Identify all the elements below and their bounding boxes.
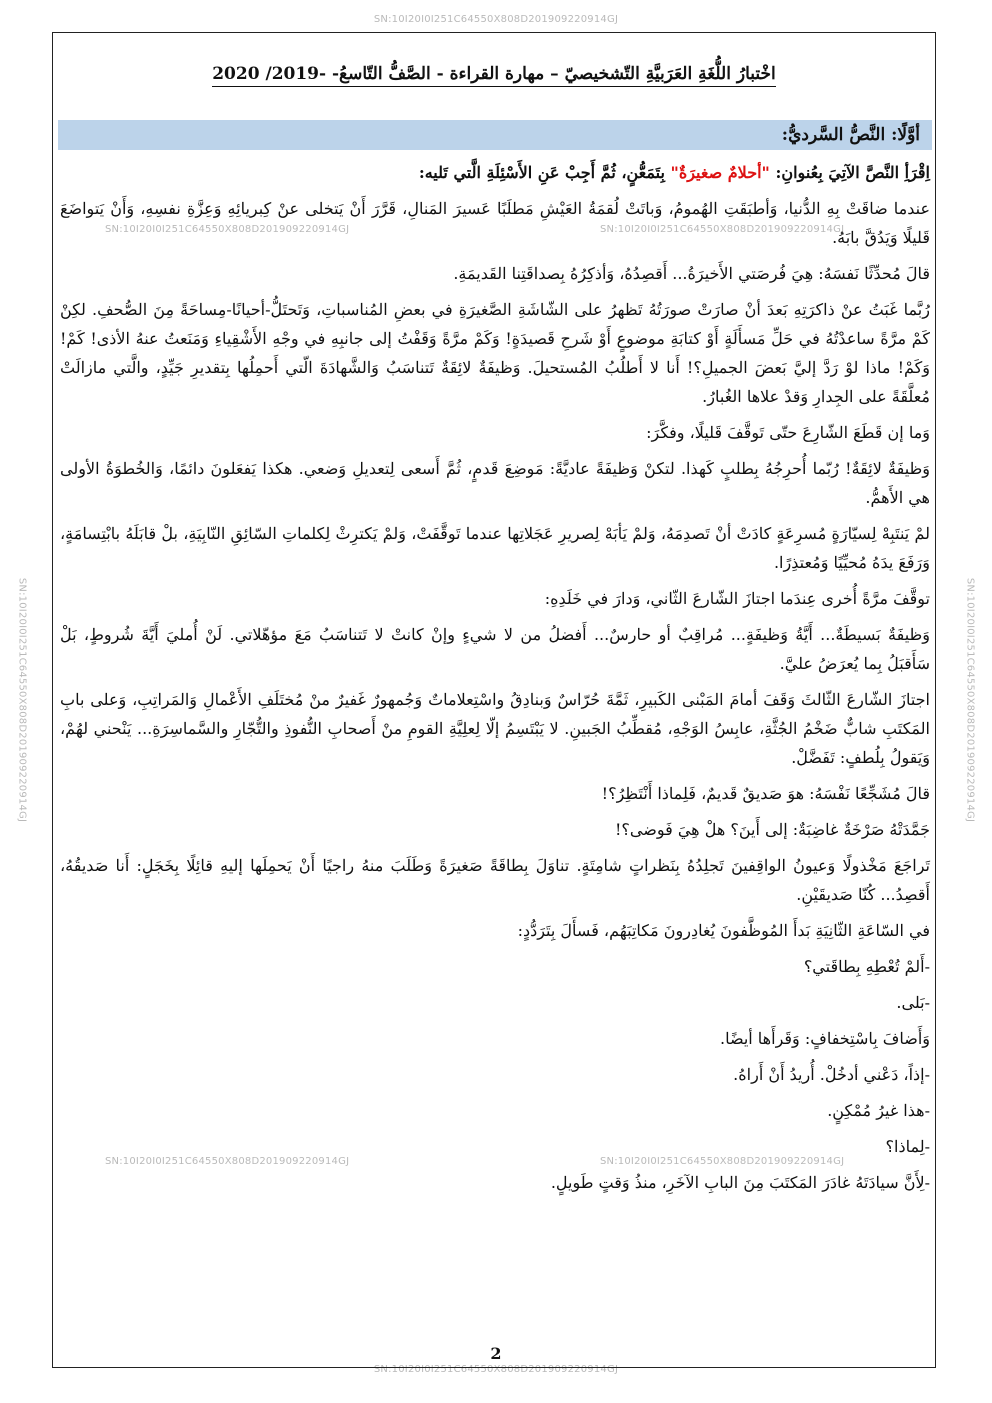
paragraph: في السّاعَةِ الثّانِيَةِ بَدأَ المُوظَّفونَ يُغادِرونَ مَكاتِبَهُم، فَسأَلَ بِتَرَدُّدٍ: [517, 921, 930, 940]
instruction-text: اِقْرَأِ النَّصَّ الآتِيَ بِعُنوانِ: [769, 163, 930, 182]
paragraph: لمْ يَنتَبِهْ لِسيّارَةٍ مُسرِعَةٍ كادَتْ أنْ تَصدِمَهُ، وَلمْ يَأبَهْ لِصريرِ عَجَلاتِها عندما تَوقَّفَتْ، وَلمْ يَكترِثْ لِكلماتِ السّائِقِ النّابِيَةِ، بلْ قابَلَهُ بابْتِسامَةٍ، وَرَفَعَ يدَهُ مُحيِّيًا وَمُعتذِرًا. [60, 524, 930, 572]
paragraph: توقَّفَ مرَّةً أُخرى عِندَما اجتازَ الشّارعَ الثّاني، وَدارَ في خَلَدِهِ: [544, 589, 930, 608]
watermark-inline: SN:10I20I0I251C64550X808D201909220914GJ [105, 224, 350, 235]
watermark-bottom: SN:10I20I0I251C64550X808D201909220914GJ [373, 1364, 619, 1375]
reading-passage [60, 158, 930, 1204]
paragraph: اجتازَ الشّارعَ الثّالثَ وَقَفَ أمامَ المَبْنى الكَبيرِ، ثَمَّةَ حُرّاسٌ وَبنادِقُ واسْتِعلاماتٌ وَجُمهورٌ غَفيرٌ منْ مُختَلَفِ الأَعْمالِ وَالمَراتِبِ، وَعلى بابِ المَكتَبِ شابٌّ ضَخْمُ الجُثَّةِ، عابِسُ الوَجْهِ، مُقطِّبُ الجَبينِ. لا يَبْتَسِمُ إلّا لِعلِيَّةِ القومِ منْ أَصحابِ النُّفوذِ والتُّجّارِ والسَّماسِرَةِ... يَنْحني لهُمْ، وَيَقولُ بِلُطفٍ: تَفَضَّلْ. [60, 690, 930, 767]
watermark-inline: SN:10I20I0I251C64550X808D201909220914GJ [600, 224, 845, 235]
page-number: 2 [490, 1344, 502, 1363]
dialogue-line: -أَلمْ تُعْطِهِ بِطاقَتي؟ [803, 957, 930, 976]
dialogue-line: -بَلى. [896, 993, 930, 1012]
dialogue-line: -إذاً، دَعْني أدخُلْ. أُريدُ أَنْ أَراهُ. [733, 1065, 930, 1084]
dialogue-line: -لِأَنَّ سيادَتَهُ غادَرَ المَكتَبَ مِنَ البابِ الآخَرِ، منذُ وَقتٍ طَويلٍ. [550, 1173, 930, 1192]
exam-title-text: اخْتبارُ اللُّغَةِ العَرَبيَّةِ التّشخيصيّ – مهارة القراءة - الصَّفُّ التّاسعُ- -2019/ 2020 [212, 64, 776, 87]
paragraph: رُبَّما غَبَتُ عنْ ذاكرَتِهِ بَعدَ أنْ صارَتْ صورَتُهُ تَظهرُ على الشّاشَةِ الصَّغيرَةِ في بعضِ المُناسباتِ، وَتَحتَلُّ-أحيانًا-مِساحَةً مِنَ الصُّحفِ. لكِنْ كَمْ مرَّةً ساعدْتُهُ في حَلِّ مَسأَلَةٍ أَوْ كتابَةِ موضوعٍ أَوْ شَرحِ قَصيدَةٍ! وَكَمْ مرَّةً وَقَفْتُ إلى جانبِهِ في وجْهِ الأَشْقِياءِ وَمَنَعتُ عنهُ الأذى! كَمْ! وَكَمْ! ماذا لوْ رَدَّ إليَّ بَعضَ الجميلِ؟! أَنا لا أَطلُبُ المُستحيلَ. وَظيفَةٌ لائِقَةٌ تَتناسَبُ وَالشَّهادَةَ الّتي أَحمِلُها بِتقديرِ جَيِّدٍ، والَّتي مازالَتْ مُعلَّقَةً على الجِدارِ وَقدْ علاها الغُبارُ. [60, 300, 931, 406]
paragraph: وَظيفَةٌ بَسيطَةٌ... أَيَّةُ وَظيفَةٍ... مُراقِبٌ أو حارسٌ... أَفضلُ من لا شيءٍ وإنْ كانتْ لا تَتناسَبُ مَعَ مؤهّلاتي. لَنْ أُمليَ أَيَّةَ شُروطٍ، بَلْ سَأَقبَلُ بِما يُعرَضُ عليَّ. [60, 625, 930, 673]
paragraph: تَراجَعَ مَخْذولًا وَعيونُ الواقِفينَ تَجلِدُهُ بِنَظراتٍ شامِتَةٍ. تناوَلَ بِطاقَةً صَغيرَةً وَطَلَبَ منهُ راجيًا أَنْ يَحمِلَها إليهِ قائِلًا بِخَجَلٍ: أَنا صَديقُهُ، أَقصِدُ... كُنّا صَديقَيْنِ. [60, 856, 930, 904]
paragraph: وَظيفَةٌ لائِقَةٌ! رُبّما أُحرِجُهُ بِطلبٍ كَهذا. لتكنْ وَظيفَةً عاديَّةً: مَوضِعَ قَدمٍ، ثُمَّ أَسعى لِتعديلِ وَضعي. هكذا يَفعَلونَ دائمًا، وَالخُطوَةُ الأولى هي الأَهمُّ. [60, 459, 930, 507]
section-heading: أوَّلًا: النَّصُّ السَّرديُّ: [58, 120, 932, 150]
dialogue-line: وَأَضافَ بِاسْتِخفافٍ: وَقَرأَها أيضًا. [719, 1029, 930, 1048]
paragraph: عندما ضاقَتْ بِهِ الدُّنيا، وَأطبَقَتِ الهُمومُ، وَباتَتْ لُقمَةُ العَيْشِ مَطلَبًا عَسيرَ المَنالِ، قَرَّرَ أَنْ يَتخلى عنْ كِبريائِهِ وَعِزَّةِ نفسِهِ، وَأَنْ يَتواضَعَ قَليلًا وَيَدُقَّ بابَهُ. [60, 199, 930, 247]
dialogue-line: -هذا غيرُ مُمْكِنٍ. [827, 1101, 930, 1120]
passage-title: "أحلامٌ صغيرَةٌ" [670, 163, 770, 182]
instruction-text-end: بِتَمَعُّنٍ، ثُمَّ أَجِبْ عَنِ الأَسْئِلَةِ الَّتي تَليه: [418, 163, 671, 182]
watermark-inline: SN:10I20I0I251C64550X808D201909220914GJ [105, 1156, 350, 1167]
instruction [60, 158, 930, 187]
watermark-top: SN:10I20I0I251C64550X808D201909220914GJ [373, 14, 619, 25]
exam-title [52, 64, 936, 84]
paragraph: وَما إن قَطَعَ الشّارِعَ حتّى تَوقَّفَ قَليلًا، وفكَّرَ: [646, 423, 930, 442]
watermark-left: SN:10I20I0I251C64550X808D201909220914GJ [16, 577, 28, 823]
paragraph: جَمَّدَتْهُ صَرْخَةٌ غاضِبَةٌ: إلى أَينَ؟ هلْ هِيَ فَوضى؟! [615, 820, 930, 839]
watermark-inline: SN:10I20I0I251C64550X808D201909220914GJ [600, 1156, 845, 1167]
paragraph: قالَ مُشَجِّعًا نَفْسَهُ: هوَ صَديقٌ قَديمٌ، فَلِماذا أَنْتَظِرُ؟! [601, 784, 930, 803]
watermark-right: SN:10I20I0I251C64550X808D201909220914GJ [964, 577, 976, 823]
paragraph: قالَ مُحدِّثًا نَفسَهُ: هِيَ فُرصَتي الأَخيرَةُ... أَقصِدُهُ، وَأذكِرُهُ بِصداقَتِنا القَديمَةِ. [453, 264, 930, 283]
dialogue-line: -لِماذا؟ [885, 1137, 930, 1156]
